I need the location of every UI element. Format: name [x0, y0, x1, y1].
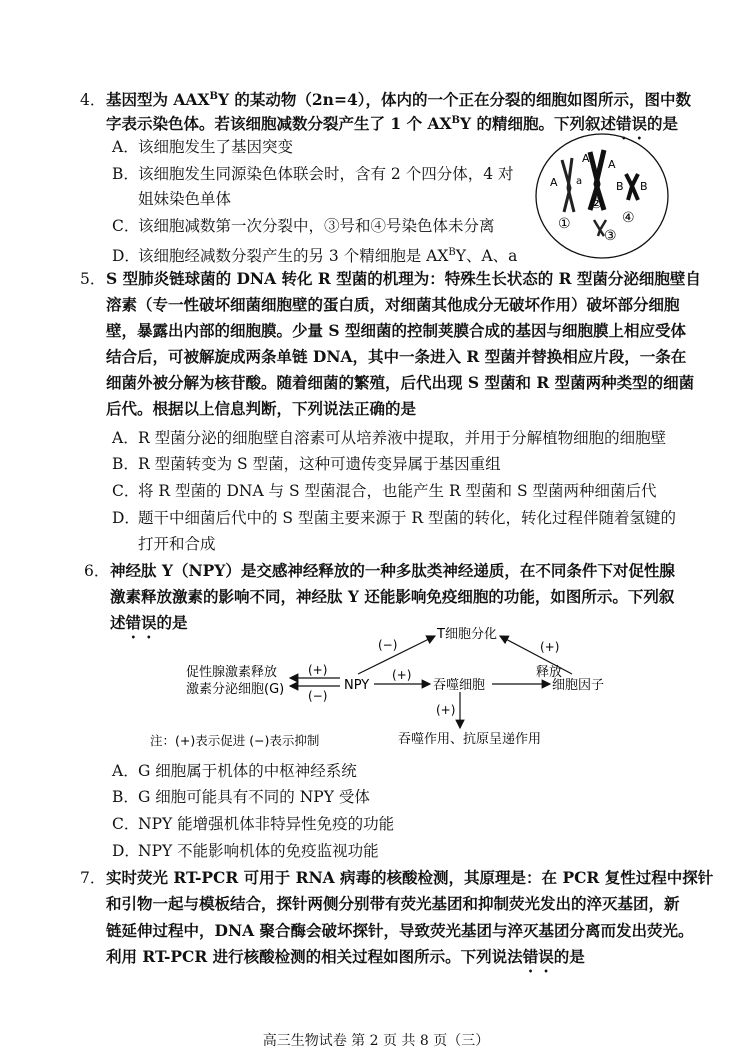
q6-npy-diagram: [140, 622, 620, 754]
q6-option-a: A．G 细胞属于机体的中枢神经系统: [112, 762, 357, 780]
q5-stem-line3: 壁，暴露出内部的细胞膜。少量 S 型细菌的控制荚膜合成的基因与细胞膜上相应受体: [106, 321, 686, 340]
q7-stem-line4: 利用 RT-PCR 进行核酸检测的相关过程如图所示。下列说法错误的是: [106, 947, 585, 966]
q5-option-d-cont: 打开和合成: [138, 535, 216, 553]
q5-option-b: B．R 型菌转变为 S 型菌，这种可遗传变异属于基因重组: [112, 455, 501, 473]
q6-stem-line2: 激素释放激素的影响不同，神经肽 Y 还能影响免疫细胞的功能，如图所示。下列叙: [110, 587, 675, 606]
g-cell-node-line2: 激素分泌细胞(G): [186, 682, 285, 697]
diagram-note: 注：(+)表示促进 (−)表示抑制: [150, 733, 320, 748]
promote-label: (+): [540, 640, 560, 654]
gene-label: B: [616, 180, 624, 193]
t-cell-node: T细胞分化: [437, 627, 497, 642]
q6-option-b: B．G 细胞可能具有不同的 NPY 受体: [112, 788, 370, 806]
q5-option-c: C．将 R 型菌的 DNA 与 S 型菌混合，也能产生 R 型菌和 S 型菌两种细菌后代: [112, 482, 657, 500]
promote-label: (+): [436, 703, 456, 717]
q6-stem-line1: 6．神经肽 Y（NPY）是交感神经释放的一种多肽类神经递质，在不同条件下对促性腺: [84, 561, 675, 580]
q4-option-d: D．该细胞经减数分裂产生的另 3 个精细胞是 $AX^BY$、A、a: [112, 247, 518, 266]
q6-option-c: C．NPY 能增强机体非特异性免疫的功能: [112, 815, 395, 833]
q7-stem-line2: 和引物一起与模板结合，探针两侧分别带有荧光基团和抑制荧光发出的淬灭基团，新: [106, 894, 680, 913]
q6-option-d: D．NPY 不能影响机体的免疫监视功能: [112, 842, 379, 860]
gene-label: a: [576, 176, 583, 187]
q7-stem-line1: 7．实时荧光 RT-PCR 可用于 RNA 病毒的核酸检测，其原理是：在 PCR 复性过程中探针: [80, 868, 714, 887]
q4-stem-line1: 4．基因型为 $AAX^BY$ 的某动物（2n=4），体内的一个正在分裂的细胞如图所示，图中数: [80, 90, 691, 110]
inhibit-label: (−): [378, 638, 398, 652]
q5-stem-line5: 细菌外被分解为核苷酸。随着细菌的繁殖，后代出现 S 型菌和 R 型菌两种类型的细菌: [106, 373, 695, 392]
q5-option-d: D．题干中细菌后代中的 S 型菌主要来源于 R 型菌的转化，转化过程伴随着氢键的: [112, 509, 676, 527]
promote-label: (+): [308, 663, 328, 677]
cytokine-node: 细胞因子: [552, 678, 605, 693]
q5-option-a: A．R 型菌分泌的细胞壁自溶素可从培养液中提取，并用于分解植物细胞的细胞壁: [112, 429, 667, 447]
q4-option-c: C．该细胞减数第一次分裂中，③号和④号染色体未分离: [112, 217, 495, 235]
release-label: 释放: [536, 665, 563, 680]
gene-label: A: [582, 152, 590, 165]
gene-label: A: [550, 176, 558, 189]
macrophage-node: 吞噬细胞: [433, 678, 486, 693]
g-cell-node-line1: 促性腺激素释放: [186, 665, 278, 680]
q4-cell-figure: [534, 132, 670, 260]
function-node: 吞噬作用、抗原呈递作用: [398, 732, 542, 747]
q4-option-b-cont: 姐妹染色单体: [138, 190, 232, 208]
q4-option-b: B．该细胞发生同源染色体联会时，含有 2 个四分体，4 对: [112, 165, 514, 183]
q4-stem-line2: 字表示染色体。若该细胞减数分裂产生了 1 个 $AX^BY$ 的精细胞。下列叙述错误的是: [106, 114, 678, 134]
q7-stem-line3: 链延伸过程中，DNA 聚合酶会破坏探针，导致荧光基团与淬灭基团分离而发出荧光。: [106, 921, 694, 940]
page-footer: 高三生物试卷 第 2 页 共 8 页（三）: [262, 1033, 490, 1049]
chromosome-number: ①: [558, 216, 571, 232]
promote-label: (+): [392, 668, 412, 682]
q5-stem-line6: 后代。根据以上信息判断，下列说法正确的是: [106, 399, 417, 418]
inhibit-label: (−): [308, 689, 328, 703]
q5-stem-line1: 5．S 型肺炎链球菌的 DNA 转化 R 型菌的机理为：特殊生长状态的 R 型菌分泌细胞壁自: [80, 269, 701, 288]
chromosome-number: ②: [590, 196, 603, 212]
q5-stem-line2: 溶素（专一性破坏细菌细胞壁的蛋白质，对细菌其他成分无破坏作用）破坏部分细胞: [106, 295, 680, 314]
gene-label: A: [608, 158, 616, 171]
gene-label: B: [640, 180, 648, 193]
chromosome-3: [594, 220, 600, 236]
q4-option-a: A．该细胞发生了基因突变: [112, 138, 294, 156]
q5-stem-line4: 结合后，可被解旋成两条单链 DNA，其中一条进入 R 型菌并替换相应片段，一条在: [106, 347, 687, 366]
npy-node: NPY: [344, 678, 370, 693]
q6-stem-line3: 述错误的是: [110, 613, 188, 632]
chromosome-number: ④: [622, 210, 635, 226]
chromosome-number: ③: [604, 228, 617, 244]
